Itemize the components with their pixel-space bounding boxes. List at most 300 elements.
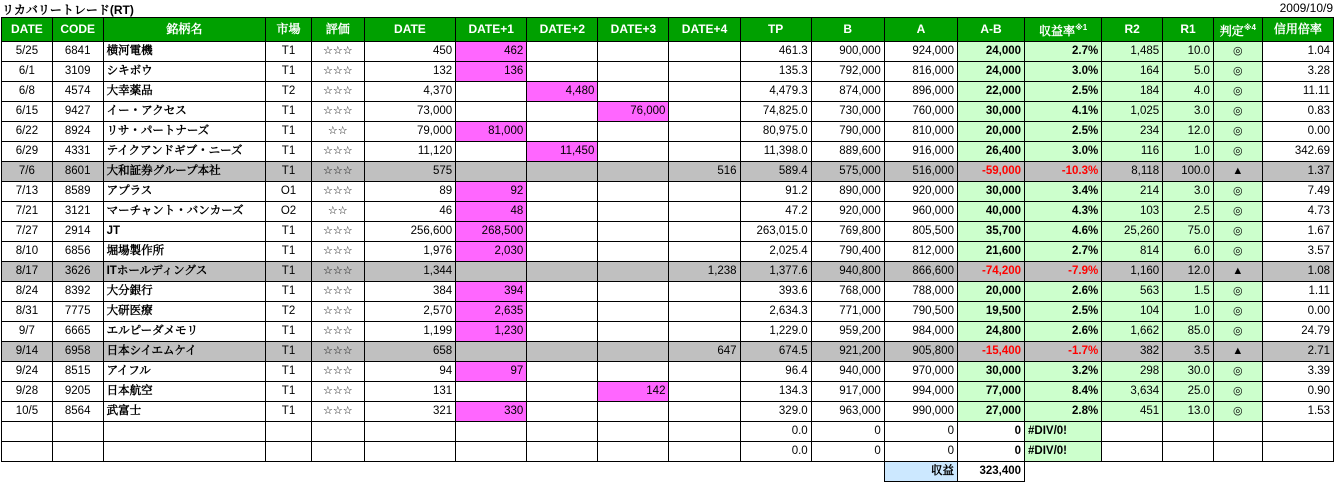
cell-spacer: [103, 462, 266, 482]
cell-a: 990,000: [884, 402, 957, 422]
table-row[interactable]: [2, 222, 1334, 242]
cell-r1: 25.0: [1163, 382, 1214, 402]
cell-date4: [669, 42, 740, 62]
cell-a-minus-b: 30,000: [957, 362, 1024, 382]
cell-a: 810,000: [884, 122, 957, 142]
cell-a-minus-b: 30,000: [957, 182, 1024, 202]
cell-profit-rate: -1.7%: [1025, 342, 1102, 362]
cell-profit-rate: #DIV/0!: [1025, 422, 1102, 442]
cell-r1: 3.0: [1163, 102, 1214, 122]
cell-empty: [669, 442, 740, 462]
cell-profit-rate: 4.6%: [1025, 222, 1102, 242]
cell-r1: 1.0: [1163, 302, 1214, 322]
cell-market: T1: [266, 282, 312, 302]
cell-empty: [103, 422, 266, 442]
cell-a-minus-b: 30,000: [957, 102, 1024, 122]
col-a: A: [884, 18, 957, 42]
cell-tp: 674.5: [740, 342, 811, 362]
cell-a-minus-b: 0: [957, 442, 1024, 462]
cell-name: 大研医療: [103, 302, 266, 322]
cell-profit-rate: 2.6%: [1025, 282, 1102, 302]
table-row[interactable]: [2, 282, 1334, 302]
cell-date: 8/31: [2, 302, 53, 322]
table-header-row: [2, 18, 1334, 42]
cell-market: T1: [266, 102, 312, 122]
cell-date: 6/1: [2, 62, 53, 82]
cell-a-minus-b: -59,000: [957, 162, 1024, 182]
cell-name: 大和証券グループ本社: [103, 162, 266, 182]
cell-code: 8564: [52, 402, 103, 422]
cell-date3: [598, 82, 669, 102]
cell-date1: [456, 382, 527, 402]
cell-b: 730,000: [811, 102, 884, 122]
cell-credit-ratio: 0.00: [1262, 122, 1333, 142]
cell-date1: 2,030: [456, 242, 527, 262]
cell-a-minus-b: 24,000: [957, 62, 1024, 82]
col-date4: DATE+4: [669, 18, 740, 42]
cell-date4: [669, 142, 740, 162]
cell-credit-ratio: 1.08: [1262, 262, 1333, 282]
cell-spacer: [2, 462, 53, 482]
table-row[interactable]: [2, 62, 1334, 82]
table-row[interactable]: [2, 262, 1334, 282]
col-r2: R2: [1102, 18, 1163, 42]
cell-r1: [1163, 442, 1214, 462]
cell-a-minus-b: 0: [957, 422, 1024, 442]
cell-date: 6/8: [2, 82, 53, 102]
cell-market: T1: [266, 222, 312, 242]
cell-market: T1: [266, 262, 312, 282]
cell-date1: 136: [456, 62, 527, 82]
cell-spacer: [1025, 462, 1102, 482]
cell-date3: [598, 322, 669, 342]
cell-date2: [527, 302, 598, 322]
table-row[interactable]: [2, 402, 1334, 422]
cell-rating: ☆☆: [311, 122, 364, 142]
cell-date2: [527, 362, 598, 382]
cell-date4: 647: [669, 342, 740, 362]
cell-date0: 2,570: [364, 302, 455, 322]
cell-date2: [527, 262, 598, 282]
cell-a: 0: [884, 422, 957, 442]
cell-credit-ratio: 4.73: [1262, 202, 1333, 222]
cell-tp: 96.4: [740, 362, 811, 382]
cell-judge: ◎: [1213, 122, 1262, 142]
cell-market: T1: [266, 62, 312, 82]
cell-empty: [266, 442, 312, 462]
cell-r2: 563: [1102, 282, 1163, 302]
cell-empty: [456, 422, 527, 442]
cell-spacer: [456, 462, 527, 482]
cell-judge: ▲: [1213, 162, 1262, 182]
cell-date0: 89: [364, 182, 455, 202]
cell-spacer: [1213, 462, 1262, 482]
cell-b: 768,000: [811, 282, 884, 302]
cell-empty: [2, 442, 53, 462]
header-date: 2009/10/9: [1279, 1, 1333, 15]
col-code: CODE: [52, 18, 103, 42]
cell-empty: [311, 422, 364, 442]
col-date1: DATE+1: [456, 18, 527, 42]
cell-profit-rate: 2.6%: [1025, 322, 1102, 342]
cell-rating: ☆☆☆: [311, 362, 364, 382]
cell-a: 812,000: [884, 242, 957, 262]
cell-date1: [456, 82, 527, 102]
cell-date1: [456, 262, 527, 282]
cell-a: 970,000: [884, 362, 957, 382]
cell-date0: 1,199: [364, 322, 455, 342]
cell-credit-ratio: 11.11: [1262, 82, 1333, 102]
cell-date1: 462: [456, 42, 527, 62]
cell-rating: ☆☆☆: [311, 262, 364, 282]
cell-date0: 256,600: [364, 222, 455, 242]
cell-rating: ☆☆☆: [311, 342, 364, 362]
cell-tp: 47.2: [740, 202, 811, 222]
cell-code: 4574: [52, 82, 103, 102]
cell-date4: [669, 62, 740, 82]
cell-date1: 92: [456, 182, 527, 202]
cell-judge: ◎: [1213, 182, 1262, 202]
cell-profit-rate: -10.3%: [1025, 162, 1102, 182]
cell-profit-rate: 4.1%: [1025, 102, 1102, 122]
cell-r1: 10.0: [1163, 42, 1214, 62]
cell-date2: [527, 222, 598, 242]
cell-empty: [266, 422, 312, 442]
cell-market: O1: [266, 182, 312, 202]
cell-r1: 30.0: [1163, 362, 1214, 382]
cell-name: 横河電機: [103, 42, 266, 62]
cell-name: テイクアンドギブ・ニーズ: [103, 142, 266, 162]
total-value: 323,400: [957, 462, 1024, 482]
cell-date: 6/29: [2, 142, 53, 162]
cell-spacer: [1163, 462, 1214, 482]
cell-a-minus-b: 20,000: [957, 282, 1024, 302]
cell-a-minus-b: 26,400: [957, 142, 1024, 162]
cell-code: 6841: [52, 42, 103, 62]
cell-empty: [598, 442, 669, 462]
cell-date3: [598, 262, 669, 282]
cell-date: 7/6: [2, 162, 53, 182]
cell-r1: 1.0: [1163, 142, 1214, 162]
table-row-blank[interactable]: [2, 422, 1334, 442]
trades-table: [1, 17, 1334, 482]
cell-profit-rate: 8.4%: [1025, 382, 1102, 402]
cell-tp: 135.3: [740, 62, 811, 82]
cell-spacer: [740, 462, 811, 482]
cell-rating: ☆☆☆: [311, 102, 364, 122]
cell-b: 959,200: [811, 322, 884, 342]
cell-code: 6856: [52, 242, 103, 262]
cell-rating: ☆☆☆: [311, 382, 364, 402]
cell-name: アプラス: [103, 182, 266, 202]
cell-date2: [527, 182, 598, 202]
cell-judge: ◎: [1213, 82, 1262, 102]
cell-a-minus-b: 22,000: [957, 82, 1024, 102]
cell-date2: [527, 322, 598, 342]
cell-judge: ◎: [1213, 142, 1262, 162]
cell-profit-rate: 2.7%: [1025, 242, 1102, 262]
cell-date1: 394: [456, 282, 527, 302]
cell-judge: ▲: [1213, 262, 1262, 282]
cell-date3: [598, 402, 669, 422]
cell-date0: 73,000: [364, 102, 455, 122]
col-tp: TP: [740, 18, 811, 42]
cell-a-minus-b: -74,200: [957, 262, 1024, 282]
cell-name: リサ・パートナーズ: [103, 122, 266, 142]
table-row[interactable]: [2, 362, 1334, 382]
cell-credit-ratio: 3.57: [1262, 242, 1333, 262]
cell-r2: 184: [1102, 82, 1163, 102]
cell-b: 769,800: [811, 222, 884, 242]
cell-date4: [669, 322, 740, 342]
cell-a-minus-b: -15,400: [957, 342, 1024, 362]
cell-profit-rate: 2.5%: [1025, 302, 1102, 322]
cell-spacer: [266, 462, 312, 482]
cell-tp: 134.3: [740, 382, 811, 402]
table-row[interactable]: [2, 42, 1334, 62]
cell-r1: 3.0: [1163, 182, 1214, 202]
table-row[interactable]: [2, 242, 1334, 262]
cell-name: シキボウ: [103, 62, 266, 82]
cell-a: 866,600: [884, 262, 957, 282]
cell-date1: 330: [456, 402, 527, 422]
cell-profit-rate: 3.0%: [1025, 142, 1102, 162]
cell-date3: 76,000: [598, 102, 669, 122]
table-row[interactable]: [2, 142, 1334, 162]
cell-tp: 4,479.3: [740, 82, 811, 102]
cell-tp: 0.0: [740, 442, 811, 462]
cell-r1: [1163, 422, 1214, 442]
cell-date4: [669, 402, 740, 422]
cell-empty: [52, 422, 103, 442]
table-row[interactable]: [2, 162, 1334, 182]
cell-a-minus-b: 20,000: [957, 122, 1024, 142]
cell-date3: [598, 342, 669, 362]
cell-date: 7/13: [2, 182, 53, 202]
cell-judge: ◎: [1213, 242, 1262, 262]
cell-tp: 11,398.0: [740, 142, 811, 162]
cell-name: 日本航空: [103, 382, 266, 402]
cell-date: 9/7: [2, 322, 53, 342]
cell-date1: [456, 102, 527, 122]
cell-market: O2: [266, 202, 312, 222]
cell-rating: ☆☆☆: [311, 322, 364, 342]
cell-empty: [103, 442, 266, 462]
cell-date1: 81,000: [456, 122, 527, 142]
cell-credit-ratio: 0.00: [1262, 302, 1333, 322]
cell-a: 920,000: [884, 182, 957, 202]
col-date: DATE: [2, 18, 53, 42]
cell-spacer: [52, 462, 103, 482]
table-body: [2, 42, 1334, 482]
cell-b: 940,000: [811, 362, 884, 382]
cell-a-minus-b: 21,600: [957, 242, 1024, 262]
cell-name: エルピーダメモリ: [103, 322, 266, 342]
cell-date: 7/27: [2, 222, 53, 242]
cell-tp: 74,825.0: [740, 102, 811, 122]
cell-name: 大幸薬品: [103, 82, 266, 102]
cell-code: 8924: [52, 122, 103, 142]
cell-a: 788,000: [884, 282, 957, 302]
cell-r2: 103: [1102, 202, 1163, 222]
cell-date1: [456, 342, 527, 362]
cell-r2: 382: [1102, 342, 1163, 362]
cell-r2: 451: [1102, 402, 1163, 422]
cell-credit-ratio: 24.79: [1262, 322, 1333, 342]
cell-date4: [669, 102, 740, 122]
cell-empty: [669, 422, 740, 442]
cell-profit-rate: 2.5%: [1025, 82, 1102, 102]
cell-market: T1: [266, 122, 312, 142]
cell-date4: [669, 302, 740, 322]
cell-market: T1: [266, 322, 312, 342]
cell-date0: 46: [364, 202, 455, 222]
total-label: 収益: [884, 462, 957, 482]
cell-empty: [527, 422, 598, 442]
cell-judge: ▲: [1213, 342, 1262, 362]
table-row[interactable]: [2, 322, 1334, 342]
cell-b: 0: [811, 422, 884, 442]
col-profit-rate: 収益率$^{※1}$: [1025, 18, 1102, 42]
cell-tp: 329.0: [740, 402, 811, 422]
cell-date0: 321: [364, 402, 455, 422]
cell-a: 816,000: [884, 62, 957, 82]
cell-a: 790,500: [884, 302, 957, 322]
cell-r1: 1.5: [1163, 282, 1214, 302]
cell-code: 7775: [52, 302, 103, 322]
cell-date2: [527, 342, 598, 362]
cell-credit-ratio: 3.39: [1262, 362, 1333, 382]
cell-code: 4331: [52, 142, 103, 162]
cell-date3: 142: [598, 382, 669, 402]
cell-r2: 164: [1102, 62, 1163, 82]
cell-rating: ☆☆☆: [311, 162, 364, 182]
cell-a-minus-b: 77,000: [957, 382, 1024, 402]
cell-spacer: [598, 462, 669, 482]
table-row[interactable]: [2, 182, 1334, 202]
cell-profit-rate: 2.8%: [1025, 402, 1102, 422]
cell-date3: [598, 282, 669, 302]
cell-date3: [598, 242, 669, 262]
cell-code: 8392: [52, 282, 103, 302]
cell-tp: 461.3: [740, 42, 811, 62]
table-row[interactable]: [2, 102, 1334, 122]
cell-b: 0: [811, 442, 884, 462]
cell-market: T1: [266, 142, 312, 162]
cell-market: T1: [266, 402, 312, 422]
cell-date4: [669, 82, 740, 102]
cell-date2: [527, 282, 598, 302]
col-market: 市場: [266, 18, 312, 42]
cell-credit-ratio: 342.69: [1262, 142, 1333, 162]
table-row[interactable]: [2, 302, 1334, 322]
cell-date1: [456, 162, 527, 182]
cell-date: 9/14: [2, 342, 53, 362]
cell-a-minus-b: 35,700: [957, 222, 1024, 242]
cell-b: 790,400: [811, 242, 884, 262]
cell-code: 8589: [52, 182, 103, 202]
table-row[interactable]: [2, 82, 1334, 102]
table-row[interactable]: [2, 202, 1334, 222]
cell-code: 8515: [52, 362, 103, 382]
col-name: 銘柄名: [103, 18, 266, 42]
cell-date0: 1,344: [364, 262, 455, 282]
cell-code: 3121: [52, 202, 103, 222]
cell-profit-rate: 3.0%: [1025, 62, 1102, 82]
cell-date4: [669, 182, 740, 202]
cell-rating: ☆☆☆: [311, 82, 364, 102]
cell-empty: [311, 442, 364, 462]
cell-a: 960,000: [884, 202, 957, 222]
cell-date4: [669, 282, 740, 302]
table-row[interactable]: [2, 122, 1334, 142]
cell-judge: ◎: [1213, 362, 1262, 382]
cell-date: 8/17: [2, 262, 53, 282]
cell-code: 3109: [52, 62, 103, 82]
table-row-blank[interactable]: [2, 442, 1334, 462]
cell-r1: 85.0: [1163, 322, 1214, 342]
cell-code: 9205: [52, 382, 103, 402]
cell-name: イー・アクセス: [103, 102, 266, 122]
cell-a: 516,000: [884, 162, 957, 182]
cell-market: T1: [266, 362, 312, 382]
cell-rating: ☆☆☆: [311, 302, 364, 322]
cell-r2: 814: [1102, 242, 1163, 262]
cell-r2: 8,118: [1102, 162, 1163, 182]
cell-spacer: [1102, 462, 1163, 482]
cell-date1: 2,635: [456, 302, 527, 322]
col-date0: DATE: [364, 18, 455, 42]
cell-tp: 80,975.0: [740, 122, 811, 142]
cell-spacer: [311, 462, 364, 482]
cell-date3: [598, 162, 669, 182]
cell-date2: [527, 242, 598, 262]
cell-code: 3626: [52, 262, 103, 282]
cell-spacer: [527, 462, 598, 482]
col-date3: DATE+3: [598, 18, 669, 42]
cell-empty: [598, 422, 669, 442]
cell-date1: 268,500: [456, 222, 527, 242]
cell-b: 890,000: [811, 182, 884, 202]
cell-profit-rate: 3.4%: [1025, 182, 1102, 202]
cell-empty: [364, 422, 455, 442]
cell-r2: 1,485: [1102, 42, 1163, 62]
cell-r1: 12.0: [1163, 262, 1214, 282]
cell-judge: ◎: [1213, 62, 1262, 82]
cell-rating: ☆☆☆: [311, 142, 364, 162]
cell-date0: 4,370: [364, 82, 455, 102]
cell-empty: [52, 442, 103, 462]
cell-name: 日本シイエムケイ: [103, 342, 266, 362]
cell-name: 堀場製作所: [103, 242, 266, 262]
cell-name: マーチャント・バンカーズ: [103, 202, 266, 222]
cell-spacer: [811, 462, 884, 482]
cell-date2: 4,480: [527, 82, 598, 102]
cell-date1: [456, 142, 527, 162]
col-date2: DATE+2: [527, 18, 598, 42]
table-row[interactable]: [2, 342, 1334, 362]
cell-tp: 2,634.3: [740, 302, 811, 322]
cell-r1: 100.0: [1163, 162, 1214, 182]
cell-rating: ☆☆☆: [311, 62, 364, 82]
cell-date2: [527, 62, 598, 82]
cell-r2: 214: [1102, 182, 1163, 202]
cell-date4: 1,238: [669, 262, 740, 282]
table-row[interactable]: [2, 382, 1334, 402]
cell-rating: ☆☆☆: [311, 182, 364, 202]
cell-a-minus-b: 24,000: [957, 42, 1024, 62]
cell-empty: [364, 442, 455, 462]
